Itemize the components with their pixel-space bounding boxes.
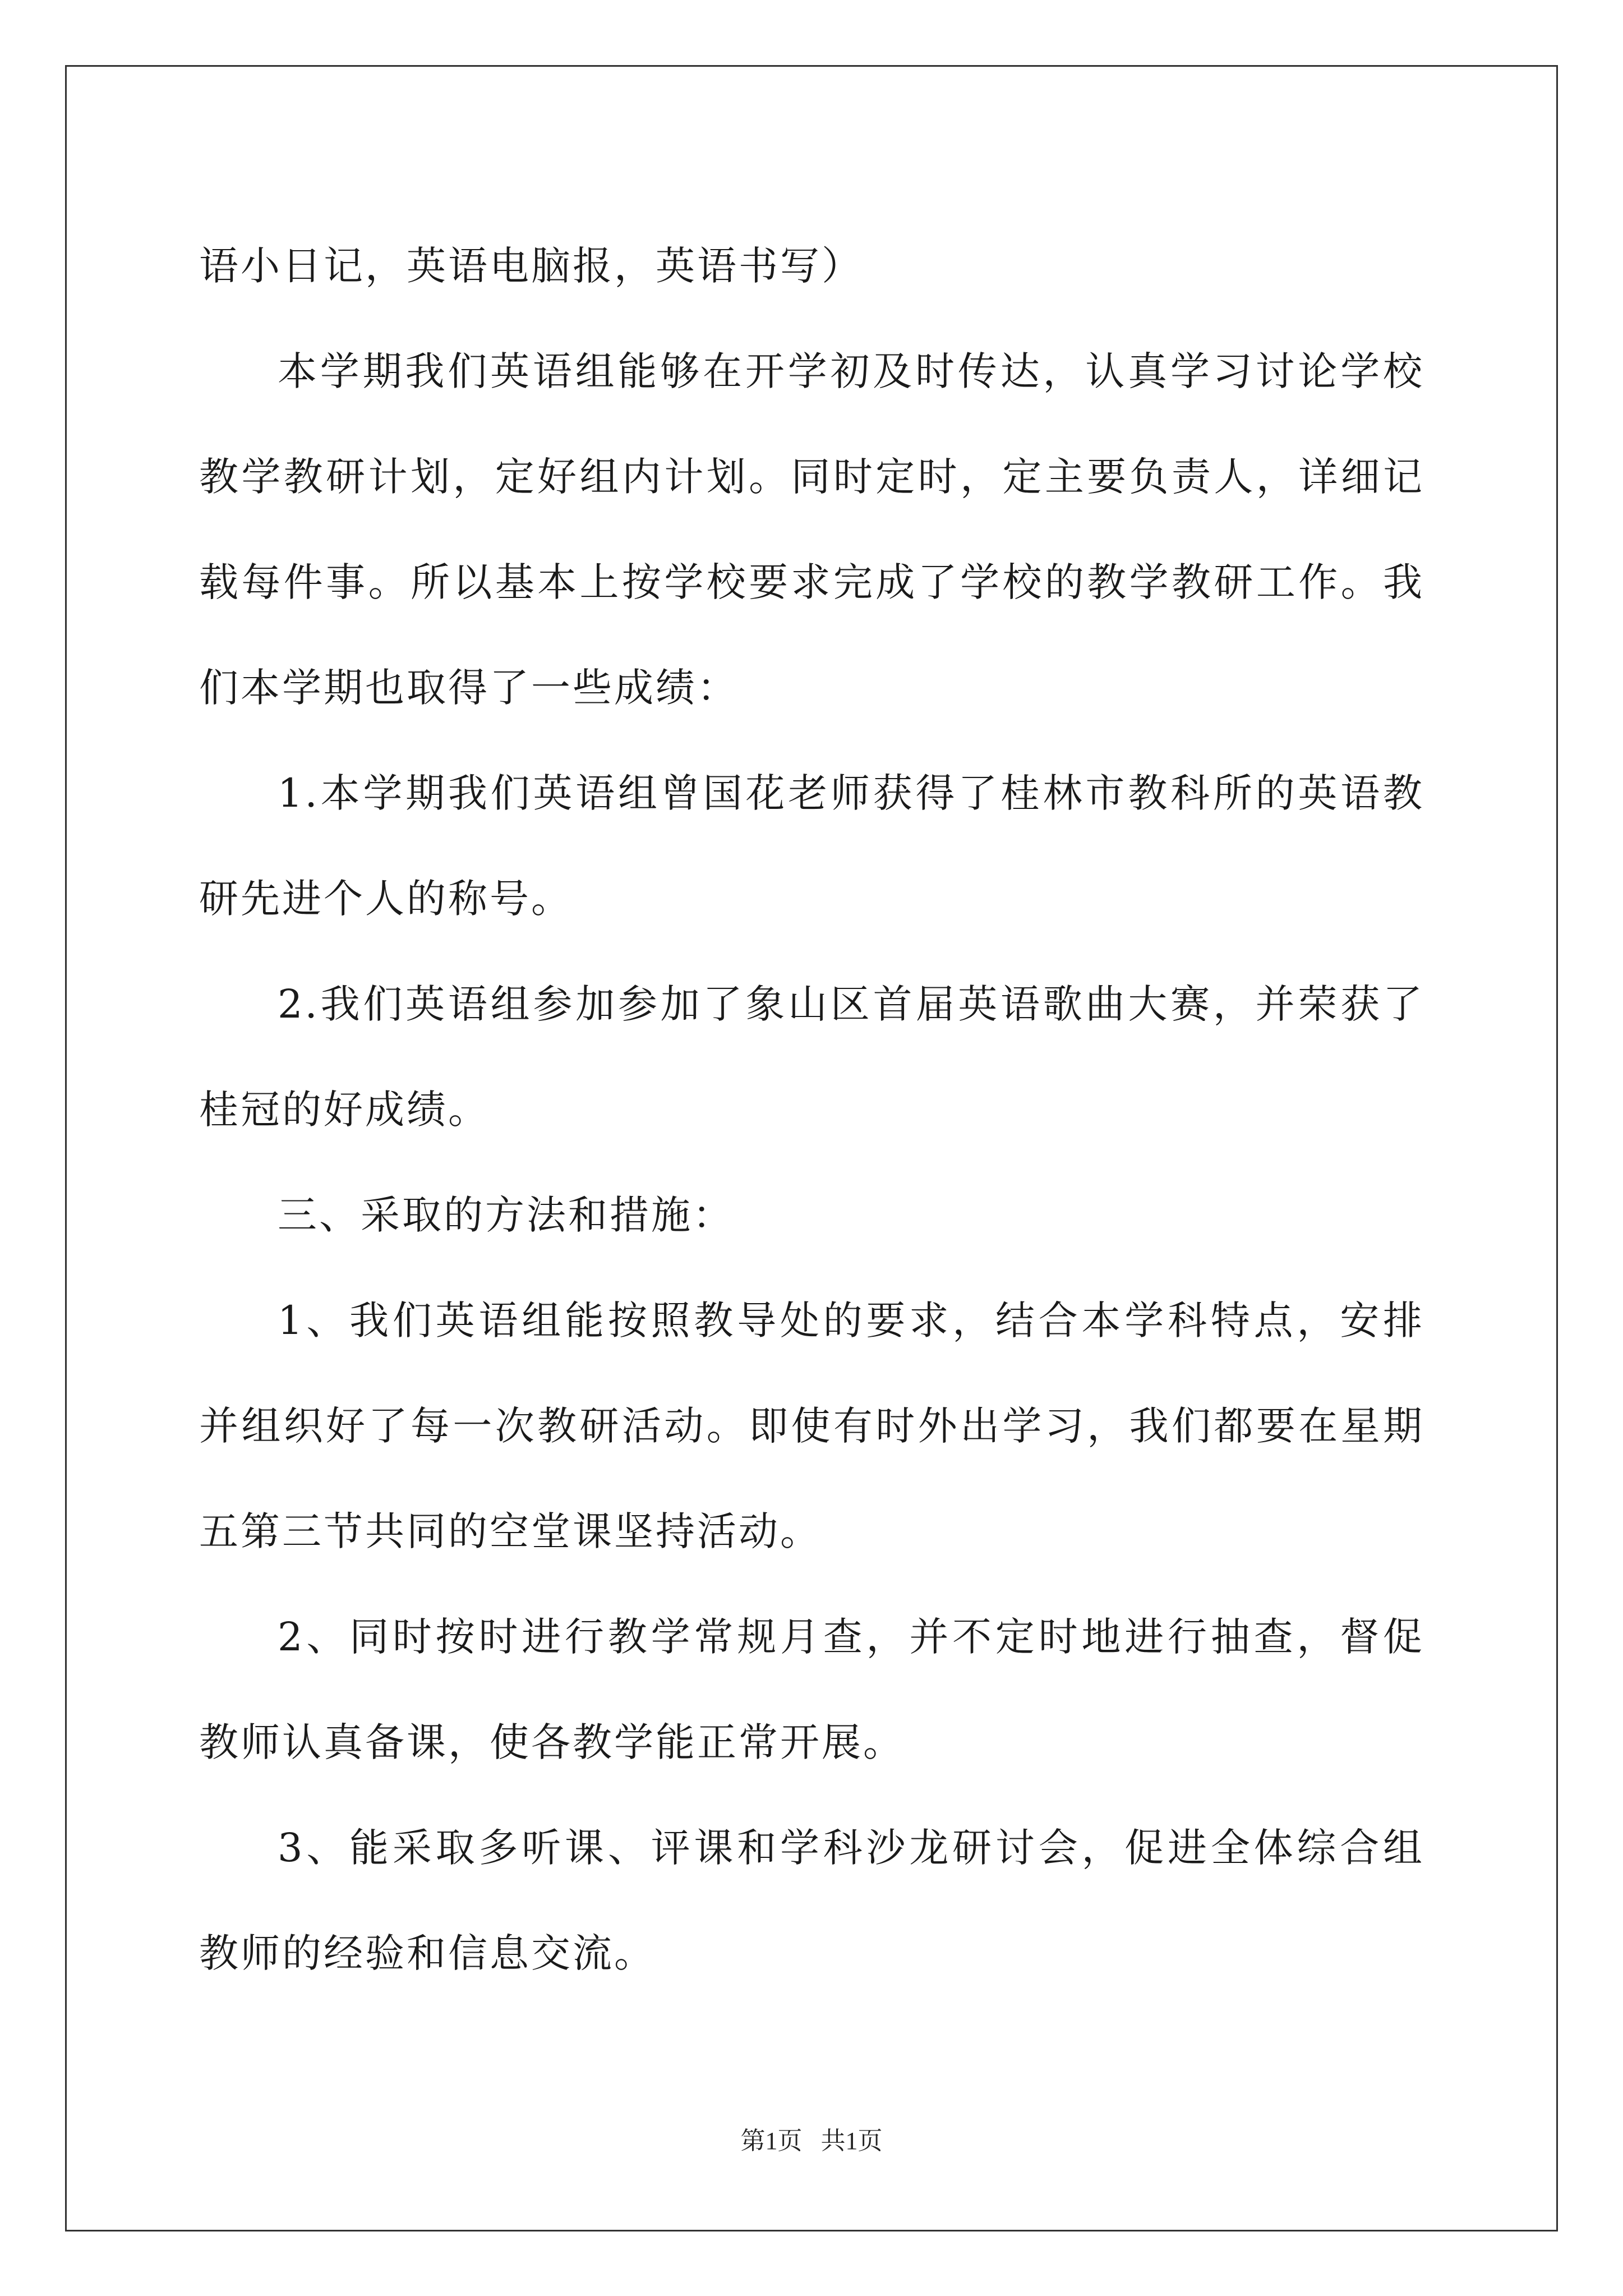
page-number-footer: 第1页 共1页 (740, 2127, 883, 2155)
paragraph: 语小日记，英语电脑报，英语书写） (199, 243, 863, 289)
paragraph: 1、我们英语组能按照教导处的要求，结合本学科特点，安排并组织好了每一次教研活动。即使有时外出学习，我们都要在星期五第三节共同的空堂课坚持活动。 (199, 1297, 1424, 1554)
paragraph: 2、同时按时进行教学常规月查，并不定时地进行抽查，督促教师认真备课，使各教学能正常开展。 (199, 1614, 1424, 1765)
paragraph: 本学期我们英语组能够在开学初及时传达，认真学习讨论学校教学教研计划，定好组内计划。同时定时，定主要负责人，详细记载每件事。所以基本上按学校要求完成了学校的教学教研工作。我们本学期也取得了一些成绩： (199, 348, 1424, 711)
document-body (199, 213, 1424, 2006)
paragraph: 2.我们英语组参加参加了象山区首届英语歌曲大赛，并荣获了桂冠的好成绩。 (199, 981, 1424, 1133)
paragraph: 三、采取的方法和措施： (278, 1192, 734, 1238)
paragraph: 1.本学期我们英语组曾国花老师获得了桂林市教科所的英语教研先进个人的称号。 (199, 770, 1424, 922)
paragraph: 3、能采取多听课、评课和学科沙龙研讨会，促进全体综合组教师的经验和信息交流。 (199, 1825, 1424, 1976)
